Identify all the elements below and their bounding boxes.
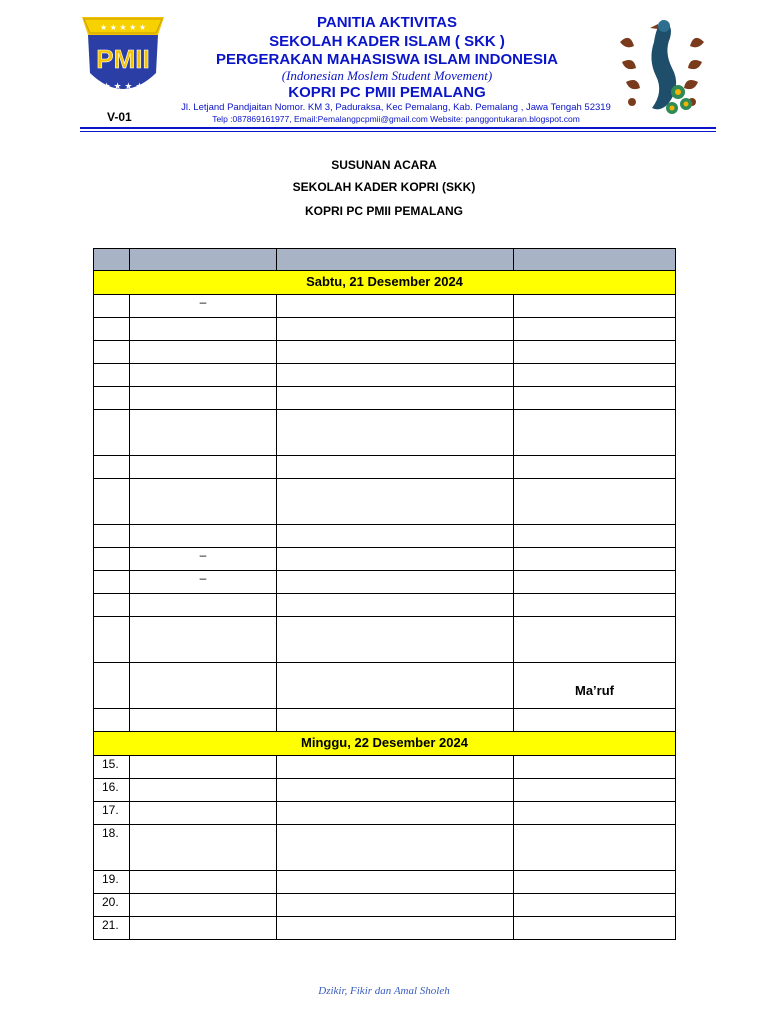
- table-row: [94, 663, 676, 709]
- row-number: 20.: [94, 894, 130, 917]
- table-row: [94, 318, 676, 341]
- day-label: Minggu, 22 Desember 2024: [94, 732, 676, 756]
- time-dash: –: [199, 295, 207, 309]
- table-row: [94, 295, 676, 318]
- header-rule-thin: [80, 131, 716, 132]
- row-number: 15.: [94, 756, 130, 779]
- table-row: [94, 617, 676, 663]
- time-dash: –: [199, 571, 207, 585]
- header-rule-thick: [80, 127, 716, 129]
- doc-title-1: SUSUNAN ACARA: [331, 158, 437, 172]
- row-number: 19.: [94, 871, 130, 894]
- row-number: 16.: [94, 779, 130, 802]
- table-header-row: [94, 249, 676, 271]
- header-cell: [514, 249, 676, 271]
- table-row: [94, 341, 676, 364]
- header-cell: [94, 249, 130, 271]
- schedule-table: [93, 248, 676, 940]
- table-row: [94, 894, 676, 917]
- header-line-3: PERGERAKAN MAHASISWA ISLAM INDONESIA: [216, 51, 558, 68]
- table-row: [94, 917, 676, 940]
- address-line: Jl. Letjand Pandjaitan Nomor. KM 3, Paduraksa, Kec Pemalang, Kab. Pemalang , Jawa Tengah 52319: [181, 102, 611, 113]
- row-number: 18.: [94, 825, 130, 871]
- table-row: [94, 548, 676, 571]
- row-number: 21.: [94, 917, 130, 940]
- table-row: [94, 825, 676, 871]
- table-row: [94, 387, 676, 410]
- doc-title-3: KOPRI PC PMII PEMALANG: [304, 204, 463, 218]
- pmii-logo: [76, 13, 170, 105]
- contact-line: Telp :087869161977, Email:Pemalangpcpmii@gmail.com Website: panggontukaran.blogspot.com: [212, 114, 580, 124]
- table-row: [94, 594, 676, 617]
- table-row: [94, 456, 676, 479]
- table-row: [94, 802, 676, 825]
- header-line-5: KOPRI PC PMII PEMALANG: [288, 84, 486, 101]
- header-cell: [130, 249, 277, 271]
- table-row: [94, 779, 676, 802]
- table-row: [94, 364, 676, 387]
- svg-text:★ ★ ★ ★: ★ ★ ★ ★: [102, 82, 144, 92]
- table-row: [94, 709, 676, 732]
- table-row: [94, 871, 676, 894]
- doc-title-2: SEKOLAH KADER KOPRI (SKK): [292, 180, 476, 194]
- header-cell: [277, 249, 514, 271]
- table-row: [94, 756, 676, 779]
- header-line-2: SEKOLAH KADER ISLAM ( SKK ): [269, 33, 505, 50]
- footer-motto: Dzikir, Fikir dan Amal Sholeh: [318, 985, 450, 997]
- day-row-saturday: [94, 271, 676, 295]
- table-row: [94, 525, 676, 548]
- svg-text:PMII: PMII: [96, 44, 150, 74]
- time-dash: –: [199, 548, 207, 562]
- header-line-4: (Indonesian Moslem Student Movement): [281, 68, 493, 83]
- header-line-1: PANITIA AKTIVITAS: [317, 14, 457, 31]
- table-row: [94, 479, 676, 525]
- day-label: Sabtu, 21 Desember 2024: [94, 271, 676, 295]
- table-row: [94, 410, 676, 456]
- version-label: V-01: [107, 110, 132, 124]
- kopri-peacock-logo: [612, 12, 712, 120]
- speaker-name: Ma’ruf: [575, 683, 614, 698]
- table-row: [94, 571, 676, 594]
- day-row-sunday: [94, 732, 676, 756]
- row-number: 17.: [94, 802, 130, 825]
- svg-text:★ ★ ★ ★ ★: ★ ★ ★ ★ ★: [99, 23, 147, 32]
